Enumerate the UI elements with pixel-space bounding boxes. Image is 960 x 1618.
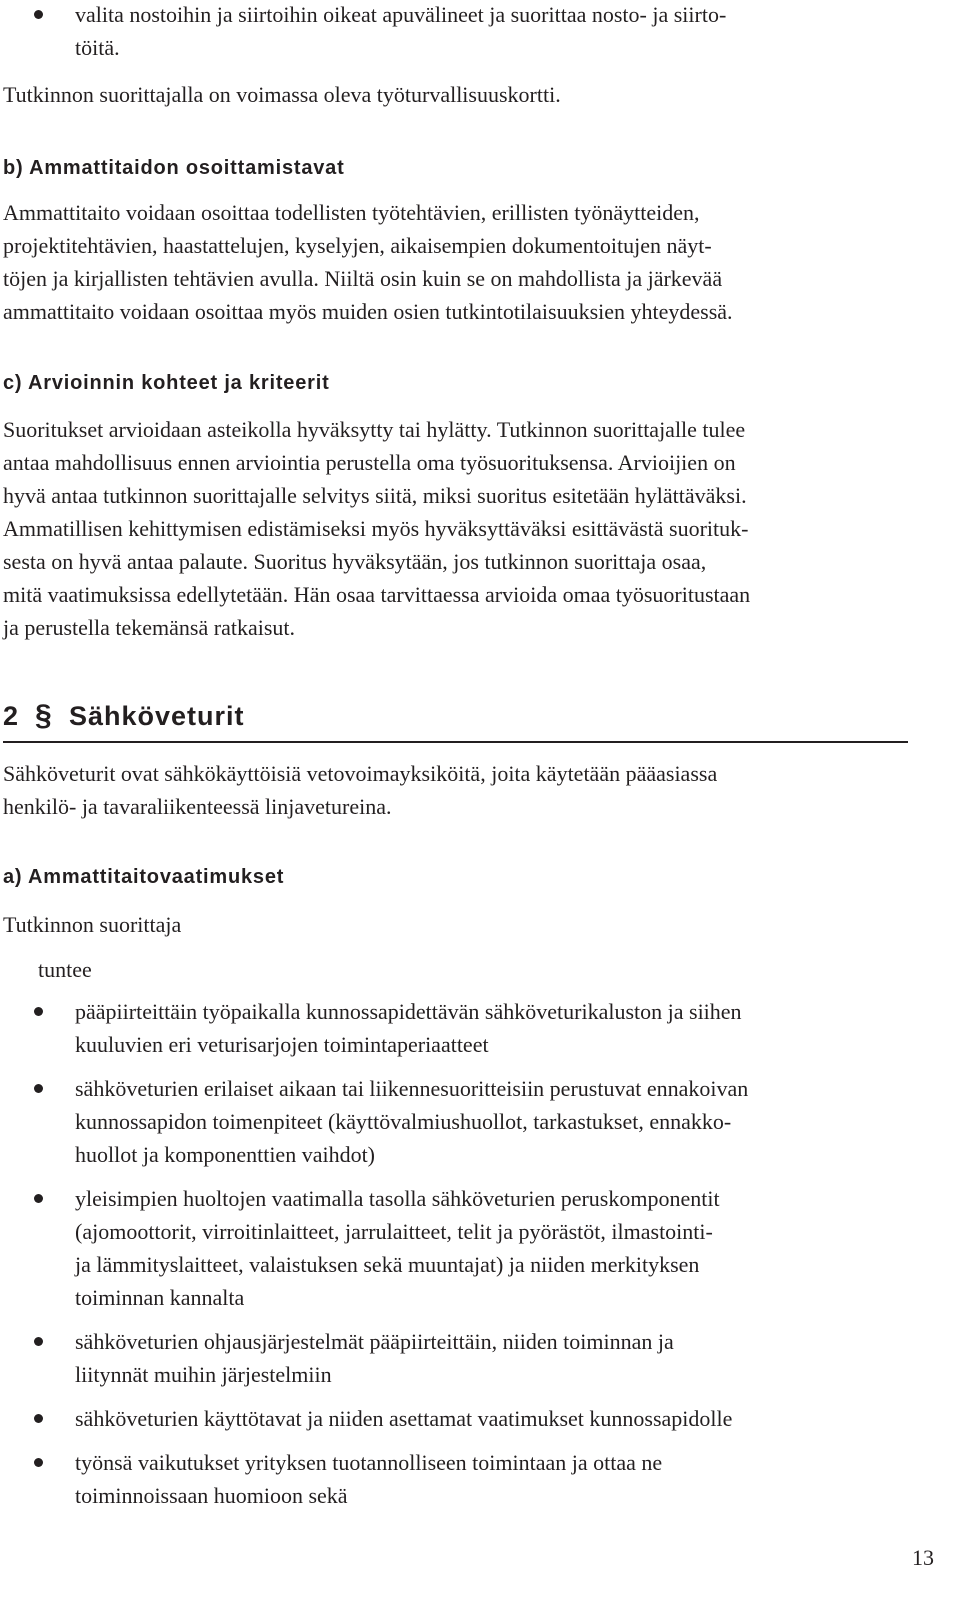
list-item-line: valita nostoihin ja siirtoihin oikeat apuvälineet ja suorittaa nosto- ja siirto- bbox=[75, 2, 727, 27]
verb-label: tuntee bbox=[38, 957, 92, 982]
list-item-line: huollot ja komponenttien vaihdot) bbox=[75, 1142, 376, 1167]
paragraph-line: hyvä antaa tutkinnon suorittajalle selvitys siitä, miksi suoritus esitetään hylättäväksi. bbox=[3, 483, 747, 508]
list-item-line: kunnossapidon toimenpiteet (käyttövalmiushuollot, tarkastukset, ennakko- bbox=[75, 1109, 732, 1134]
paragraph-line: ammattitaito voidaan osoittaa myös muiden osien tutkintotilaisuuksien yhteydessä. bbox=[3, 299, 733, 324]
paragraph-line: Ammattitaito voidaan osoittaa todellisten työtehtävien, erillisten työnäytteiden, bbox=[3, 200, 700, 225]
list-item-line: sähköveturien käyttötavat ja niiden asettamat vaatimukset kunnossapidolle bbox=[75, 1406, 733, 1431]
list-item bbox=[30, 1325, 930, 1391]
list-item-line: (ajomoottorit, virroitinlaitteet, jarrulaitteet, telit ja pyörästöt, ilmastointi- bbox=[75, 1219, 713, 1244]
list-item bbox=[30, 1072, 930, 1171]
list-item bbox=[30, 1446, 930, 1512]
bullet-icon bbox=[34, 1084, 43, 1093]
paragraph-line: Ammatillisen kehittymisen edistämiseksi myös hyväksyttäväksi esittävästä suorituk- bbox=[3, 516, 749, 541]
top-bullet-list bbox=[30, 0, 930, 64]
chapter-number: 2 bbox=[3, 701, 20, 731]
bullet-icon bbox=[34, 1458, 43, 1467]
bullet-icon bbox=[34, 1194, 43, 1203]
list-item-line: työnsä vaikutukset yrityksen tuotannolliseen toimintaan ja ottaa ne bbox=[75, 1450, 663, 1475]
chapter-title: Sähköveturit bbox=[69, 701, 245, 731]
list-item bbox=[30, 1402, 930, 1435]
bullet-icon bbox=[34, 1337, 43, 1346]
list-item-line: ja lämmityslaitteet, valaistuksen sekä muuntajat) ja niiden merkityksen bbox=[75, 1252, 700, 1277]
section-heading-c: c) Arvioinnin kohteet ja kriteerit bbox=[3, 372, 330, 394]
section-c-paragraph bbox=[3, 413, 933, 644]
section-heading-a: a) Ammattitaitovaatimukset bbox=[3, 866, 285, 888]
bullet-icon bbox=[34, 1414, 43, 1423]
paragraph-line: sesta on hyvä antaa palaute. Suoritus hyväksytään, jos tutkinnon suorittaja osaa, bbox=[3, 549, 707, 574]
paragraph-line: henkilö- ja tavaraliikenteessä linjavetureina. bbox=[3, 794, 392, 819]
list-item-line: kuuluvien eri veturisarjojen toimintaperiaatteet bbox=[75, 1032, 489, 1057]
paragraph-line: antaa mahdollisuus ennen arviointia perustella oma työsuorituksensa. Arvioijien on bbox=[3, 450, 736, 475]
list-item-line: pääpiirteittäin työpaikalla kunnossapidettävän sähköveturikaluston ja siihen bbox=[75, 999, 742, 1024]
list-item bbox=[30, 1182, 930, 1314]
paragraph-line: mitä vaatimuksissa edellytetään. Hän osaa tarvittaessa arvioida omaa työsuoritustaan bbox=[3, 582, 751, 607]
list-item-line: yleisimpien huoltojen vaatimalla tasolla sähköveturien peruskomponentit bbox=[75, 1186, 720, 1211]
subject-label: Tutkinnon suorittaja bbox=[3, 912, 182, 937]
list-item-line: töitä. bbox=[75, 35, 120, 60]
section-sign-icon: § bbox=[35, 699, 53, 732]
list-item-line: sähköveturien ohjausjärjestelmät pääpiirteittäin, niiden toiminnan ja bbox=[75, 1329, 674, 1354]
paragraph-line: töjen ja kirjallisten tehtävien avulla. Niiltä osin kuin se on mahdollista ja järkevää bbox=[3, 266, 723, 291]
card-note: Tutkinnon suorittajalla on voimassa oleva työturvallisuuskortti. bbox=[3, 82, 561, 107]
list-item bbox=[30, 995, 930, 1061]
list-item-line: sähköveturien erilaiset aikaan tai liikennesuoritteisiin perustuvat ennakoivan bbox=[75, 1076, 749, 1101]
section-b-paragraph bbox=[3, 196, 933, 328]
page-number: 13 bbox=[912, 1545, 934, 1570]
list-item bbox=[30, 0, 930, 64]
bullet-icon bbox=[34, 1007, 43, 1016]
list-item-line: liitynnät muihin järjestelmiin bbox=[75, 1362, 332, 1387]
paragraph-line: projektitehtävien, haastattelujen, kyselyjen, aikaisempien dokumentoitujen näyt- bbox=[3, 233, 712, 258]
paragraph-line: Sähköveturit ovat sähkökäyttöisiä vetovoimayksiköitä, joita käytetään pääasiassa bbox=[3, 761, 718, 786]
bullet-icon bbox=[34, 10, 43, 19]
chapter-intro bbox=[3, 757, 933, 823]
list-item-line: toiminnoissaan huomioon sekä bbox=[75, 1483, 348, 1508]
paragraph-line: Suoritukset arvioidaan asteikolla hyväksytty tai hylätty. Tutkinnon suorittajalle tulee bbox=[3, 417, 746, 442]
list-item-line: toiminnan kannalta bbox=[75, 1285, 245, 1310]
paragraph-line: ja perustella tekemänsä ratkaisut. bbox=[3, 615, 295, 640]
chapter-heading bbox=[3, 697, 908, 743]
section-heading-b: b) Ammattitaidon osoittamistavat bbox=[3, 157, 345, 179]
